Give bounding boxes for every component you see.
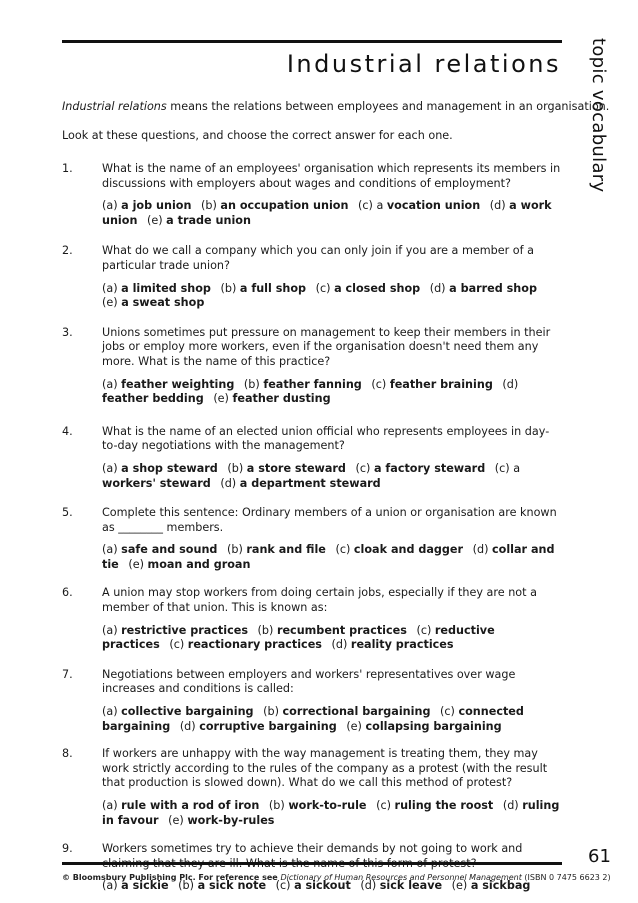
answer-option[interactable] [102, 543, 217, 556]
question-number: 4. [62, 424, 73, 438]
question-item [62, 506, 562, 572]
answer-option[interactable] [102, 378, 234, 391]
option-text: restrictive practices [121, 623, 248, 637]
question-number: 9. [62, 842, 73, 856]
option-text: feather fanning [263, 377, 362, 391]
answer-options [102, 378, 562, 407]
option-text: cloak and dagger [353, 543, 464, 557]
option-text: safe and sound [121, 543, 218, 557]
option-letter: (d) [331, 638, 348, 652]
option-prefix: a [513, 461, 521, 475]
side-label-text: topic vocabulary [588, 38, 609, 193]
option-letter: (e) [146, 213, 163, 227]
question-item [62, 162, 562, 228]
answer-option[interactable] [430, 282, 537, 295]
option-text: a shop steward [121, 461, 218, 475]
answer-option[interactable] [263, 705, 430, 718]
answer-option[interactable] [201, 199, 348, 212]
answer-option[interactable] [269, 799, 367, 812]
question-number: 8. [62, 747, 73, 761]
answer-option[interactable] [102, 199, 191, 212]
question-item [62, 668, 562, 734]
option-letter: (b) [263, 705, 279, 719]
answer-option[interactable] [102, 624, 248, 637]
option-letter: (d) [502, 377, 519, 391]
option-text: work-to-rule [288, 799, 367, 812]
option-text: a sickbag [470, 879, 531, 893]
answer-options [102, 705, 562, 734]
question-number: 1. [62, 162, 73, 175]
option-text: connected bargaining [102, 705, 524, 733]
option-text: a full shop [239, 281, 307, 295]
option-text: reactionary practices [187, 638, 322, 652]
question-item [62, 244, 562, 310]
question-list [62, 162, 562, 903]
option-text: a barred shop [449, 281, 537, 295]
option-text: feather dusting [232, 392, 331, 406]
option-letter: (a) [102, 879, 118, 893]
option-text: a job union [121, 199, 192, 213]
option-text: rule with a rod of iron [121, 799, 260, 812]
option-text: a department steward [239, 476, 381, 490]
answer-option[interactable] [102, 799, 259, 812]
answer-option[interactable] [213, 392, 330, 405]
option-letter: (a) [102, 705, 118, 719]
option-text: ruling in favour [102, 799, 560, 827]
question-text: What do we call a company which you can only join if you are a member of a particular trade union? [102, 244, 534, 272]
question-number: 3. [62, 325, 73, 339]
option-letter: (e) [168, 813, 184, 827]
answer-option[interactable] [220, 282, 306, 295]
answer-option[interactable] [371, 378, 492, 391]
option-text: vocation union [386, 199, 481, 213]
option-text: ruling the roost [394, 799, 494, 812]
answer-option[interactable] [102, 282, 211, 295]
option-letter: (e) [102, 296, 118, 310]
answer-option[interactable] [346, 720, 501, 733]
answer-options [102, 282, 562, 311]
option-text: a sweat shop [121, 296, 205, 310]
option-letter: (a) [102, 623, 118, 637]
answer-option[interactable] [227, 462, 346, 475]
option-text: an occupation union [220, 199, 349, 213]
option-text: work-by-rules [187, 813, 275, 827]
question-text: If workers are unhappy with the way management is treating them, they may work strictly according to the rules of the company as a protest (with the result that production is slowed down). What do we call this method of protest? [102, 747, 548, 790]
option-letter: (d) [489, 199, 506, 213]
question-number: 7. [62, 667, 73, 681]
question-item [62, 326, 562, 407]
section-side-label [588, 38, 610, 198]
option-letter: (a) [102, 377, 118, 391]
intro-term: Industrial relations [62, 100, 167, 113]
question-number: 2. [62, 244, 73, 258]
answer-option[interactable] [168, 814, 274, 827]
option-letter: (e) [346, 719, 362, 733]
option-text: reality practices [350, 638, 454, 652]
page-number: 61 [588, 846, 611, 867]
answer-option[interactable] [244, 378, 362, 391]
option-letter: (e) [213, 392, 229, 406]
answer-options [102, 543, 562, 572]
answer-option[interactable] [102, 462, 218, 475]
question-item [62, 842, 562, 894]
footer-credit [62, 873, 611, 882]
option-letter: (a) [102, 199, 118, 213]
option-text: feather bedding [102, 392, 204, 406]
option-text: a limited shop [121, 281, 211, 295]
question-item [62, 747, 562, 828]
option-text: corruptive bargaining [199, 719, 337, 733]
page-title: Industrial relations [286, 50, 561, 78]
footer-book-title: Dictionary of Human Resources and Personnel Management [280, 873, 522, 882]
question-text: Complete this sentence: Ordinary members of a union or organisation are known as ________ members. [102, 506, 557, 534]
answer-options [102, 462, 562, 491]
option-text: collar and tie [102, 543, 555, 571]
option-letter: (b) [220, 281, 237, 295]
answer-options [102, 624, 562, 653]
footer-isbn: (ISBN 0 7475 6623 2) [521, 873, 611, 882]
answer-option[interactable] [147, 214, 251, 227]
option-letter: (c) [355, 461, 371, 475]
option-letter: (d) [220, 476, 237, 490]
option-text: moan and groan [147, 557, 251, 571]
answer-option[interactable] [316, 282, 421, 295]
intro-definition [62, 99, 609, 114]
option-text: workers' steward [102, 476, 211, 490]
option-letter: (d) [472, 543, 489, 557]
question-item [62, 425, 562, 491]
option-letter: (b) [243, 377, 260, 391]
answer-options [102, 799, 562, 828]
option-letter: (a) [102, 543, 118, 557]
option-text: a factory steward [373, 461, 486, 475]
option-text: a trade union [166, 213, 251, 227]
question-text: What is the name of an employees' organisation which represents its members in discussions with employers about wages and conditions of employment? [102, 162, 561, 190]
question-text: Negotiations between employers and workers' representatives over wage increases and conditions is called: [102, 667, 516, 696]
option-letter: (a) [102, 281, 118, 295]
intro-instruction: Look at these questions, and choose the correct answer for each one. [62, 129, 453, 142]
answer-option[interactable] [335, 543, 463, 556]
option-text: a closed shop [334, 281, 421, 295]
question-text: Unions sometimes put pressure on management to keep their members in their jobs or employ more workers, even if the organisation doesn't need them any more. What is the name of this practice? [102, 325, 551, 368]
answer-option[interactable] [356, 462, 486, 475]
option-letter: (b) [201, 199, 217, 213]
option-letter: (c) [335, 543, 351, 557]
option-text: collective bargaining [121, 705, 254, 719]
option-letter: (d) [360, 879, 377, 893]
option-prefix: a [376, 199, 384, 213]
option-letter: (d) [429, 281, 446, 295]
option-letter: (e) [128, 557, 144, 571]
option-text: correctional bargaining [282, 705, 431, 719]
option-letter: (b) [257, 623, 274, 637]
option-letter: (c) [494, 461, 510, 475]
option-letter: (c) [416, 623, 432, 637]
question-text: What is the name of an elected union official who represents employees in day-to-day negotiations with the management? [102, 424, 550, 453]
answer-option[interactable] [227, 543, 326, 556]
answer-option[interactable] [358, 199, 480, 212]
option-text: collapsing bargaining [365, 719, 502, 733]
question-number: 6. [62, 586, 73, 600]
question-number: 5. [62, 506, 73, 520]
option-text: rank and file [246, 543, 326, 557]
option-text: recumbent practices [276, 623, 407, 637]
option-text: a sick note [197, 879, 267, 893]
answer-option[interactable] [332, 638, 454, 651]
answer-options [102, 199, 562, 228]
option-text: feather weighting [121, 377, 235, 391]
intro-definition-text: means the relations between employees and management in an organisation. [166, 100, 610, 113]
option-text: sick leave [379, 879, 443, 893]
option-letter: (c) [371, 377, 387, 391]
option-letter: (b) [227, 461, 244, 475]
option-letter: (e) [451, 879, 468, 893]
footer-publisher: © Bloomsbury Publishing Plc. For reference see [62, 873, 281, 882]
option-letter: (a) [102, 799, 118, 812]
answer-option[interactable] [128, 558, 250, 571]
option-letter: (a) [102, 461, 118, 475]
option-letter: (c) [275, 879, 291, 893]
option-letter: (d) [502, 799, 519, 812]
answer-option[interactable] [102, 296, 204, 309]
answer-option[interactable] [258, 624, 407, 637]
option-text: reductive practices [102, 623, 495, 652]
top-rule [62, 40, 562, 43]
option-text: a work union [102, 199, 552, 227]
option-letter: (c) [440, 705, 455, 719]
option-letter: (b) [178, 879, 194, 893]
question-text: A union may stop workers from doing certain jobs, especially if they are not a member of that union. This is known as: [102, 586, 537, 615]
option-text: a sickout [294, 879, 351, 893]
option-letter: (b) [226, 543, 243, 557]
answer-option[interactable] [180, 720, 337, 733]
option-text: feather braining [389, 377, 493, 391]
option-text: a store steward [246, 461, 346, 475]
question-text: Workers sometimes try to achieve their demands by not going to work and [102, 842, 523, 856]
answer-option[interactable] [376, 799, 493, 812]
option-letter: (d) [179, 719, 196, 733]
answer-option[interactable] [169, 638, 322, 651]
option-letter: (c) [376, 799, 391, 812]
option-letter: (c) [358, 199, 373, 213]
option-letter: (b) [268, 799, 285, 812]
option-letter: (c) [169, 638, 185, 652]
answer-option[interactable] [102, 705, 254, 718]
answer-option[interactable] [220, 477, 380, 490]
question-item [62, 586, 562, 652]
bottom-rule [62, 862, 562, 865]
option-text: a sickie [121, 879, 169, 893]
option-letter: (c) [315, 281, 331, 295]
